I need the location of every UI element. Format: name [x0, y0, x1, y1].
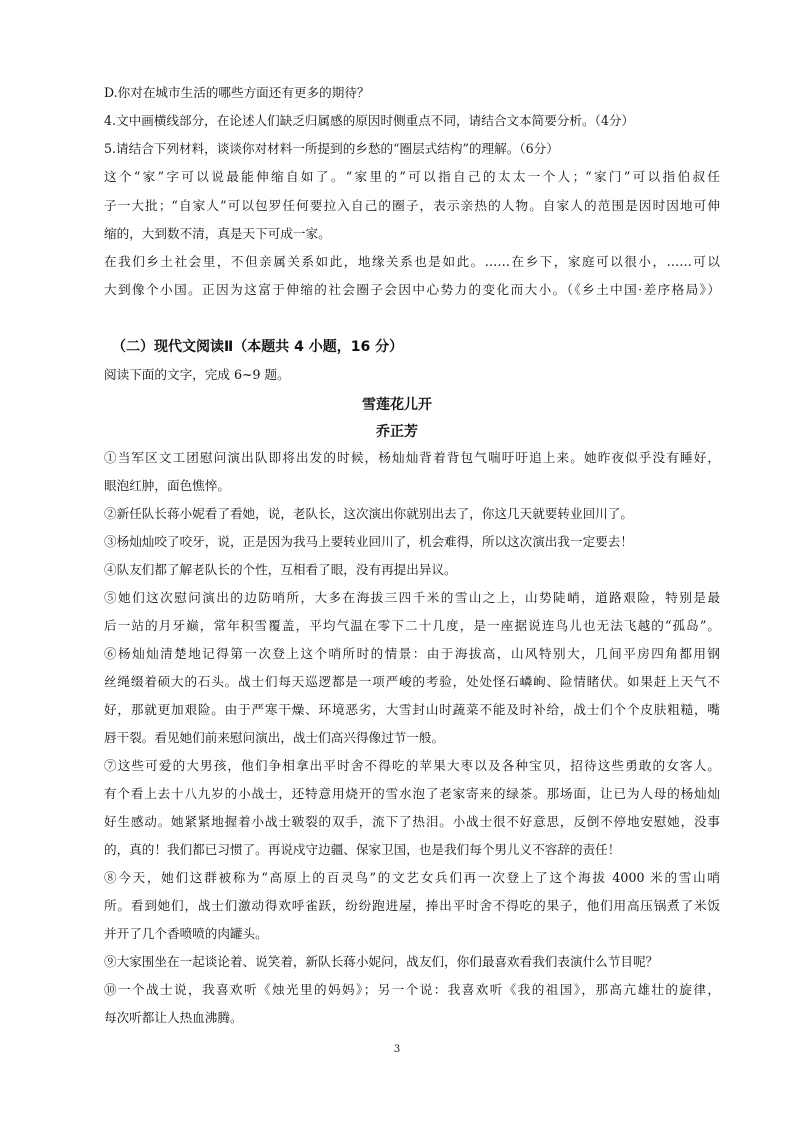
- material-line: 在我们乡土社会里，不但亲属关系如此，地缘关系也是如此。……在乡下，家庭可以很小，……可以: [104, 254, 720, 269]
- material-line: 缩的，大到数不清，真是天下可成一家。: [104, 226, 331, 241]
- story-line: 好，那就更加艰险。由于严寒干燥、环境恶劣，大雪封山时蔬菜不能及时补给，战士们个个皮肤粗糙，嘴: [104, 702, 720, 717]
- story-line: 所。看到她们，战士们激动得欢呼雀跃，纷纷跑进屋，捧出平时舍不得吃的果子，他们用高压锅煮了米饭: [104, 898, 720, 913]
- story-line: ⑨大家围坐在一起谈论着、说笑着，新队长蒋小妮问，战友们，你们最喜欢看我们表演什么节目呢？: [104, 954, 659, 969]
- section-instruction: 阅读下面的文字，完成 6~9 题。: [104, 367, 290, 382]
- story-line: ⑩一个战士说，我喜欢听《烛光里的妈妈》；另一个说：我喜欢听《我的祖国》，那高亢雄壮的旋律，: [104, 982, 720, 997]
- page-number: 3: [393, 1044, 401, 1055]
- story-line: 有个看上去十八九岁的小战士，还特意用烧开的雪水泡了老家寄来的绿茶。那场面，让已为人母的杨灿灿: [104, 786, 720, 801]
- story-line: ⑤她们这次慰问演出的边防哨所，大多在海拔三四千米的雪山之上，山势陡峭，道路艰险，特别是最: [104, 590, 720, 605]
- story-line: 后一站的月牙巅，常年积雪覆盖，平均气温在零下二十几度，是一座据说连鸟儿也无法飞越的“孤岛”。: [104, 618, 720, 633]
- story-line: ②新任队长蒋小妮看了看她，说，老队长，这次演出你就别出去了，你这几天就要转业回川了。: [104, 506, 633, 521]
- story-line: ④队友们都了解老队长的个性，互相看了眼，没有再提出异议。: [104, 562, 457, 577]
- story-line: 丝绳缀着硕大的石头。战士们每天巡逻都是一项严峻的考验，处处怪石嶙峋、险情睹伏。如果赶上天气不: [104, 674, 720, 689]
- material-line: 子一大批；“自家人”可以包罗任何要拉入自己的圈子，表示亲热的人物。自家人的范围是因时因地可伸: [104, 198, 720, 213]
- story-line: ⑥杨灿灿清楚地记得第一次登上这个哨所时的情景：由于海拔高，山风特别大，几间平房四角都用钢: [104, 646, 720, 661]
- story-line: 每次听都让人热血沸腾。: [104, 1010, 243, 1025]
- material-line: 这个“家”字可以说最能伸缩自如了。“家里的”可以指自己的太太一个人；“家门”可以指伯叔任: [104, 169, 720, 184]
- question-5: 5.请结合下列材料，谈谈你对材料一所提到的乡愁的“圈层式结构”的理解。（6分）: [104, 141, 559, 156]
- story-line: 唇干裂。看见她们前来慰问演出，战士们高兴得像过节一般。: [104, 730, 445, 745]
- story-line: ⑦这些可爱的大男孩，他们争相拿出平时舍不得吃的苹果大枣以及各种宝贝，招待这些勇敢的女客人。: [104, 758, 720, 773]
- story-line: ①当军区文工团慰问演出队即将出发的时候，杨灿灿背着背包气喘吁吁追上来。她昨夜似乎没有睡好，: [104, 450, 720, 465]
- story-line: ③杨灿灿咬了咬牙，说，正是因为我马上要转业回川了，机会难得，所以这次演出我一定要去！: [104, 534, 633, 549]
- section-title: （二）现代文阅读Ⅱ（本题共 4 小题，16 分）: [112, 339, 404, 355]
- material-line: 大到像个小国。正因为这富于伸缩的社会圈子会因中心势力的变化而大小。（《乡土中国·差序格局》）: [104, 282, 720, 297]
- story-line: 好生感动。她紧紧地握着小战士皲裂的双手，流下了热泪。小战士很不好意思，反倒不停地安慰她，没事: [104, 814, 720, 829]
- story-author: 乔正芳: [376, 424, 418, 440]
- story-line: ⑧今天，她们这群被称为“高原上的百灵鸟”的文艺女兵们再一次登上了这个海拔 4000 米的雪山哨: [104, 870, 720, 885]
- story-line: 眼泡红肿，面色憔悴。: [104, 478, 230, 493]
- question-4: 4.文中画横线部分，在论述人们缺乏归属感的原因时侧重点不同，请结合文本简要分析。（4分）: [104, 113, 635, 128]
- story-line: 并开了几个香喷喷的肉罐头。: [104, 926, 268, 941]
- story-title: 雪莲花儿开: [362, 397, 432, 413]
- question-3d: D.你对在城市生活的哪些方面还有更多的期待？: [104, 85, 370, 100]
- story-line: 的，真的！我们都已习惯了。再说戍守边疆、保家卫国，也是我们每个男儿义不容辞的责任！: [104, 842, 621, 857]
